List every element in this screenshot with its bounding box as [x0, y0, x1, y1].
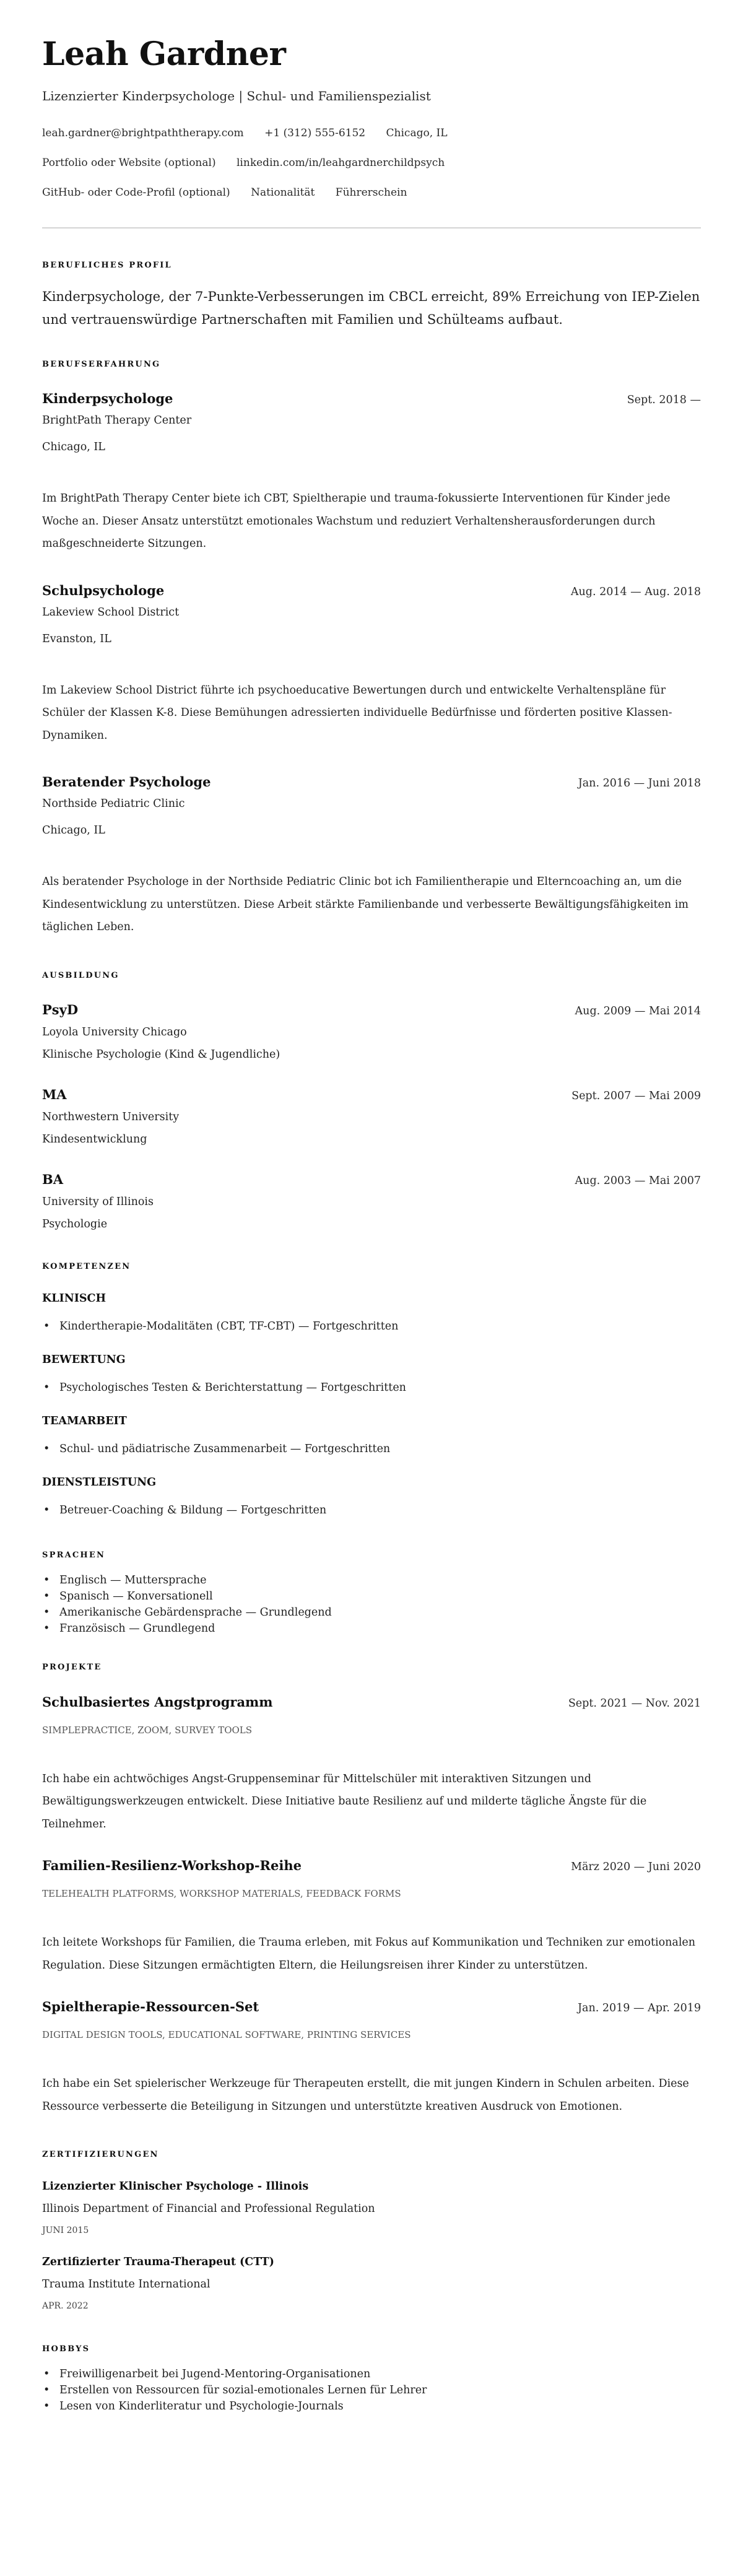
profile-section [42, 259, 701, 331]
skill-category: DIENSTLEISTUNG [42, 1476, 157, 1489]
contact-row [42, 126, 701, 141]
project-title: Familien-Resilienz-Workshop-Reihe [42, 1858, 302, 1873]
contact-nationality: Nationalität [251, 186, 315, 199]
contact-row [42, 185, 701, 200]
language-item: • Englisch — Muttersprache [42, 1572, 701, 1588]
project-dates: März 2020 — Juni 2020 [571, 1861, 701, 1873]
experience-entry [42, 390, 701, 555]
certification-date: APR. 2022 [42, 2301, 89, 2311]
contact-portfolio[interactable]: Portfolio oder Website (optional) [42, 157, 216, 169]
project-tech: TELEHEALTH PLATFORMS, WORKSHOP MATERIALS, FEEDBACK FORMS [42, 1888, 401, 1899]
school: Loyola University Chicago [42, 1025, 187, 1038]
experience-section [42, 359, 701, 939]
education-entry [42, 1001, 701, 1063]
field-of-study: Psychologie [42, 1217, 108, 1230]
job-company: BrightPath Therapy Center [42, 414, 192, 427]
job-description: Im Lakeview School District führte ich psychoeducative Bewertungen durch und entwickelte Verhaltenspläne für Schüler der Klassen K-8. Diese Bemühungen adressierten individuelle Bedürfnisse und förderten positive Klassen-Dynamiken. [42, 684, 672, 742]
section-heading: HOBBYS [42, 2344, 90, 2354]
profile-summary: Kinderpsychologe, der 7-Punkte-Verbesserungen im CBCL erreicht, 89% Erreichung von IEP-Zielen und vertrauenswürdige Partnerschaften mit Familien und Schülteams aufbaut. [42, 289, 700, 327]
job-company: Lakeview School District [42, 606, 180, 619]
job-dates: Jan. 2016 — Juni 2018 [578, 777, 701, 790]
job-description: Als beratender Psychologe in der Northside Pediatric Clinic bot ich Familientherapie und Elterncoaching an, um die Kindesentwicklung zu unterstützen. Diese Arbeit stärkte Familienbande und verbesserte Bewältigungsfähigkeiten im täglichen Leben. [42, 876, 689, 933]
job-title: Schulpsychologe [42, 582, 165, 598]
education-entry [42, 1171, 701, 1232]
skill-list [42, 1502, 701, 1518]
education-entry [42, 1086, 701, 1147]
job-dates: Aug. 2014 — Aug. 2018 [570, 585, 701, 598]
project-tech: SIMPLEPRACTICE, ZOOM, SURVEY TOOLS [42, 1724, 253, 1736]
section-heading: BERUFLICHES PROFIL [42, 261, 172, 270]
contact-github[interactable]: GitHub- oder Code-Profil (optional) [42, 186, 230, 199]
education-dates: Sept. 2007 — Mai 2009 [571, 1089, 701, 1102]
project-description: Ich habe ein Set spielerischer Werkzeuge für Therapeuten erstellt, die mit jungen Kindern in Schulen arbeiten. Diese Ressource verbesserte die Beteiligung in Sitzungen und unterstützte kreativen Ausdruck von Emotionen. [42, 2078, 689, 2113]
project-description: Ich habe ein achtwöchiges Angst-Gruppenseminar für Mittelschüler mit interaktiven Sitzungen und Bewältigungswerkzeugen entwickelt. Diese Initiative baute Resilienz auf und milderte tägliche Ängste für die Teilnehmer. [42, 1772, 647, 1830]
certification-title: Zertifizierter Trauma-Therapeut (CTT) [42, 2256, 274, 2268]
section-heading: PROJEKTE [42, 1662, 102, 1672]
section-heading: KOMPETENZEN [42, 1261, 131, 1271]
skill-list [42, 1441, 701, 1457]
education-dates: Aug. 2009 — Mai 2014 [575, 1004, 701, 1017]
certification-date: JUNI 2015 [42, 2226, 89, 2235]
project-entry [42, 1694, 701, 1836]
languages-section [42, 1549, 701, 1637]
contact-phone[interactable]: +1 (312) 555-6152 [264, 127, 366, 139]
hobbies-section [42, 2343, 701, 2414]
job-dates: Sept. 2018 — [627, 394, 701, 406]
candidate-headline: Lizenzierter Kinderpsychologe | Schul- und Familienspezialist [42, 89, 431, 103]
resume-page [0, 36, 743, 2414]
certification-issuer: Trauma Institute International [42, 2278, 211, 2291]
section-heading: BERUFSERFAHRUNG [42, 360, 161, 369]
resume-header [42, 36, 701, 200]
job-location: Evanston, IL [42, 632, 111, 645]
section-heading: SPRACHEN [42, 1550, 106, 1560]
contact-drivers-license: Führerschein [335, 186, 407, 199]
contact-location: Chicago, IL [386, 127, 448, 139]
project-dates: Jan. 2019 — Apr. 2019 [578, 2002, 701, 2014]
section-heading: AUSBILDUNG [42, 970, 119, 980]
job-title: Kinderpsychologe [42, 391, 173, 406]
project-entry [42, 1998, 701, 2118]
school: Northwestern University [42, 1110, 180, 1123]
language-list [42, 1572, 701, 1637]
project-description: Ich leitete Workshops für Familien, die Trauma erleben, mit Fokus auf Kommunikation und Techniken zur emotionalen Regulation. Diese Sitzungen ermächtigten Eltern, die Heilungsreisen ihrer Kinder zu unterstützen. [42, 1936, 696, 1972]
skill-item: • Psychologisches Testen & Berichterstattung — Fortgeschritten [42, 1380, 701, 1396]
job-location: Chicago, IL [42, 824, 105, 837]
certification-title: Lizenzierter Klinischer Psychologe - Illinois [42, 2180, 309, 2193]
contact-linkedin[interactable]: linkedin.com/in/leahgardnerchildpsych [237, 157, 445, 169]
hobby-item: • Freiwilligenarbeit bei Jugend-Mentoring-Organisationen [42, 2366, 701, 2382]
contact-email[interactable]: leah.gardner@brightpaththerapy.com [42, 127, 244, 139]
skills-section [42, 1261, 701, 1518]
skill-item: • Kindertherapie-Modalitäten (CBT, TF-CBT) — Fortgeschritten [42, 1318, 701, 1334]
education-dates: Aug. 2003 — Mai 2007 [575, 1174, 701, 1187]
hobby-item: • Lesen von Kinderliteratur und Psychologie-Journals [42, 2398, 701, 2414]
degree: MA [42, 1086, 67, 1102]
job-company: Northside Pediatric Clinic [42, 798, 185, 810]
certification-issuer: Illinois Department of Financial and Professional Regulation [42, 2203, 375, 2215]
language-item: • Amerikanische Gebärdensprache — Grundlegend [42, 1604, 701, 1621]
school: University of Illinois [42, 1195, 154, 1208]
job-title: Beratender Psychologe [42, 774, 211, 790]
experience-entry [42, 582, 701, 747]
skill-category: BEWERTUNG [42, 1353, 126, 1366]
field-of-study: Kindesentwicklung [42, 1133, 147, 1146]
certification-entry [42, 2255, 701, 2312]
header-divider [42, 227, 701, 228]
skill-category: KLINISCH [42, 1292, 106, 1305]
skill-item: • Betreuer-Coaching & Bildung — Fortgeschritten [42, 1502, 701, 1518]
project-title: Schulbasiertes Angstprogramm [42, 1694, 273, 1710]
section-heading: ZERTIFIZIERUNGEN [42, 2150, 159, 2159]
hobby-item: • Erstellen von Ressourcen für sozial-emotionales Lernen für Lehrer [42, 2382, 701, 2398]
education-section [42, 970, 701, 1232]
contact-row [42, 155, 701, 170]
field-of-study: Klinische Psychologie (Kind & Jugendliche) [42, 1048, 280, 1061]
job-location: Chicago, IL [42, 441, 105, 453]
project-title: Spieltherapie-Ressourcen-Set [42, 1999, 259, 2014]
experience-entry [42, 773, 701, 939]
project-dates: Sept. 2021 — Nov. 2021 [568, 1697, 701, 1710]
skill-category: TEAMARBEIT [42, 1414, 127, 1427]
skill-item: • Schul- und pädiatrische Zusammenarbeit — Fortgeschritten [42, 1441, 701, 1457]
degree: BA [42, 1171, 64, 1187]
project-tech: DIGITAL DESIGN TOOLS, EDUCATIONAL SOFTWARE, PRINTING SERVICES [42, 2029, 411, 2040]
candidate-name: Leah Gardner [42, 35, 286, 73]
project-entry [42, 1857, 701, 1977]
certifications-section [42, 2149, 701, 2312]
degree: PsyD [42, 1001, 79, 1017]
language-item: • Französisch — Grundlegend [42, 1621, 701, 1637]
projects-section [42, 1661, 701, 2118]
skill-list [42, 1380, 701, 1396]
certification-entry [42, 2179, 701, 2237]
job-description: Im BrightPath Therapy Center biete ich CBT, Spieltherapie und trauma-fokussierte Interventionen für Kinder jede Woche an. Dieser Ansatz unterstützt emotionales Wachstum und reduziert Verhaltensherausforderungen durch maßgeschneiderte Sitzungen. [42, 492, 671, 550]
hobby-list [42, 2366, 701, 2414]
language-item: • Spanisch — Konversationell [42, 1588, 701, 1604]
skill-list [42, 1318, 701, 1334]
